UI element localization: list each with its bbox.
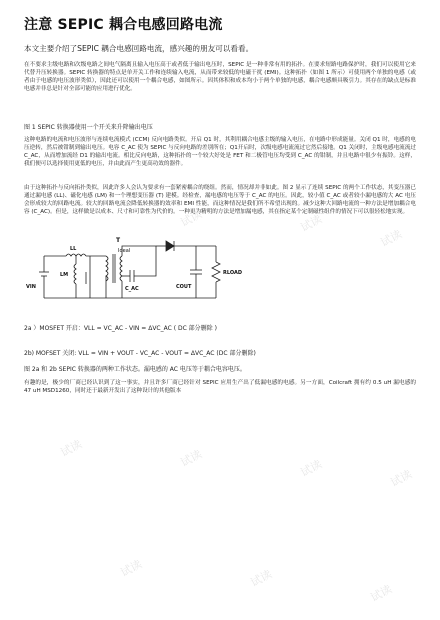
watermark: 试读 xyxy=(248,567,274,590)
paragraph-2: 这种电路的电流和电压波形与连续电流模式 (CCM) 反向电路类似。开启 Q1 时，其利用耦合电感主级的输入电压，在电路中形成能量。关闭 Q1 时，电感的电压逆转，然后被钳制到输出电压。电容 C_AC 使为 SEPIC 与反向电路的差别所在；Q1开启时，次级电感电流流过它然后接地。Q1 关闭时，主级电感电流流过C_AC，从而增加流经 D1 的输出电流。相比反向电路，这种拓扑的一个较大好处是 FET 和二极管电压均受到 C_AC 的钳制，并且电路中很少有振铃。这样，我们便可以选择使用更低的电压，并由此而产生更高功效的器件。 xyxy=(24,137,416,167)
paragraph-1: 在不要求主级电路和次级电路之间电气隔离且输入电压高于或者低于输出电压时，SEPIC 是一种非常有用的拓扑。在要求短路电路保护时，我们可以使用它来代替升压转换器。SEPIC 转换器的特点是单开关工作和连续输入电流，从而带来较低的电磁干扰 (EMI)。这种拓扑（如图 1 所示）可使用两个单独的电感（或者由于电感的电压波形类似），因此还可以使用一个耦合电感，如图所示。因其体积和成本均小于两个单独的电感，耦合电感颇具吸引力。其存在的缺点是标准电感并非总是针对全部可能的应用进行优化。 xyxy=(24,62,416,92)
label-t: T xyxy=(116,237,121,244)
label-ll: LL xyxy=(70,246,77,252)
inductor-lm xyxy=(74,264,76,284)
transformer-secondary xyxy=(120,256,122,281)
paragraph-3: 由于这种拓扑与反向拓扑类似，因此许多人会认为要求有一套紧密耦合的绕组。然而，情况却并非如此。图 2 显示了连续 SEPIC 的两个工作状态，其变压器已通过漏电感 (LL)、磁化电感 (LM) 和一个理想变压器 (T) 建模。经检查，漏电感的电压等于 C_AC 的电压。因此，较小值 C_AC 或者较小漏电感的大 AC 电压会形成较大的回路电流。较大的回路电流会降低转换器的效率和 EMI 性能，而这种情况是我们所不希望出现的。减少这种大回路电流的一种方法是增加耦合电容 (C_AC)。但是，这样做是以成本、尺寸和可靠性为代价的。一种更为精明的方法是增加漏电感，其在指定某个定制磁性组件的情况下可以很轻松地实现。 xyxy=(24,185,416,215)
sepic-circuit-diagram xyxy=(26,236,256,318)
label-ideal: Ideal xyxy=(118,248,131,254)
intro-text: 本文主要介绍了SEPIC 耦合电感回路电流，感兴趣的朋友可以看看。 xyxy=(24,44,254,53)
watermark: 试读 xyxy=(378,227,404,250)
page-title: 注意 SEPIC 耦合电感回路电流 xyxy=(24,17,223,33)
watermark: 试读 xyxy=(178,447,204,470)
watermark: 试读 xyxy=(298,212,324,235)
watermark: 试读 xyxy=(298,457,324,480)
inductor-ll xyxy=(66,254,86,256)
watermark: 试读 xyxy=(178,207,204,230)
label-rload: RLOAD xyxy=(223,270,242,276)
label-cout: COUT xyxy=(176,284,192,290)
state-2a-equation: 2a ）MOSFET 开启：VLL = VC_AC - VIN = ΔVC_AC ( DC 部分删除 ) xyxy=(24,325,217,332)
watermark: 试读 xyxy=(58,437,84,460)
diode-d1 xyxy=(166,241,174,251)
paragraph-4: 有趣的是，极少的厂商已经认识到了这一事实，并且许多厂商已经针对 SEPIC 应用生产出了低漏电感的电感。另一方面，Coilcraft 拥有约 0.5 uH 漏电感的 47 uH MSD1260，同时还于最新开发出了这种设计的其他版本 xyxy=(24,380,416,394)
watermark: 试读 xyxy=(118,557,144,580)
resistor-rload xyxy=(212,262,220,282)
figure-1-caption: 图 1 SEPIC 转换器使用一个开关来升降输出电压 xyxy=(24,124,153,131)
watermark: 试读 xyxy=(368,582,394,605)
figure-2-caption: 图 2a 和 2b SEPIC 转换器的两种工作状态。漏电感的 AC 电压等于耦合电容电压。 xyxy=(24,366,246,373)
watermark: 试读 xyxy=(388,467,414,490)
state-2b-equation: 2b) MOFSET 关闭: VLL = VIN + VOUT - VC_AC - VOUT = ΔVC_AC (DC 部分删除) xyxy=(24,350,256,357)
label-lm: LM xyxy=(60,272,69,278)
label-cac: C_AC xyxy=(125,286,139,292)
label-vin: VIN xyxy=(26,284,36,290)
